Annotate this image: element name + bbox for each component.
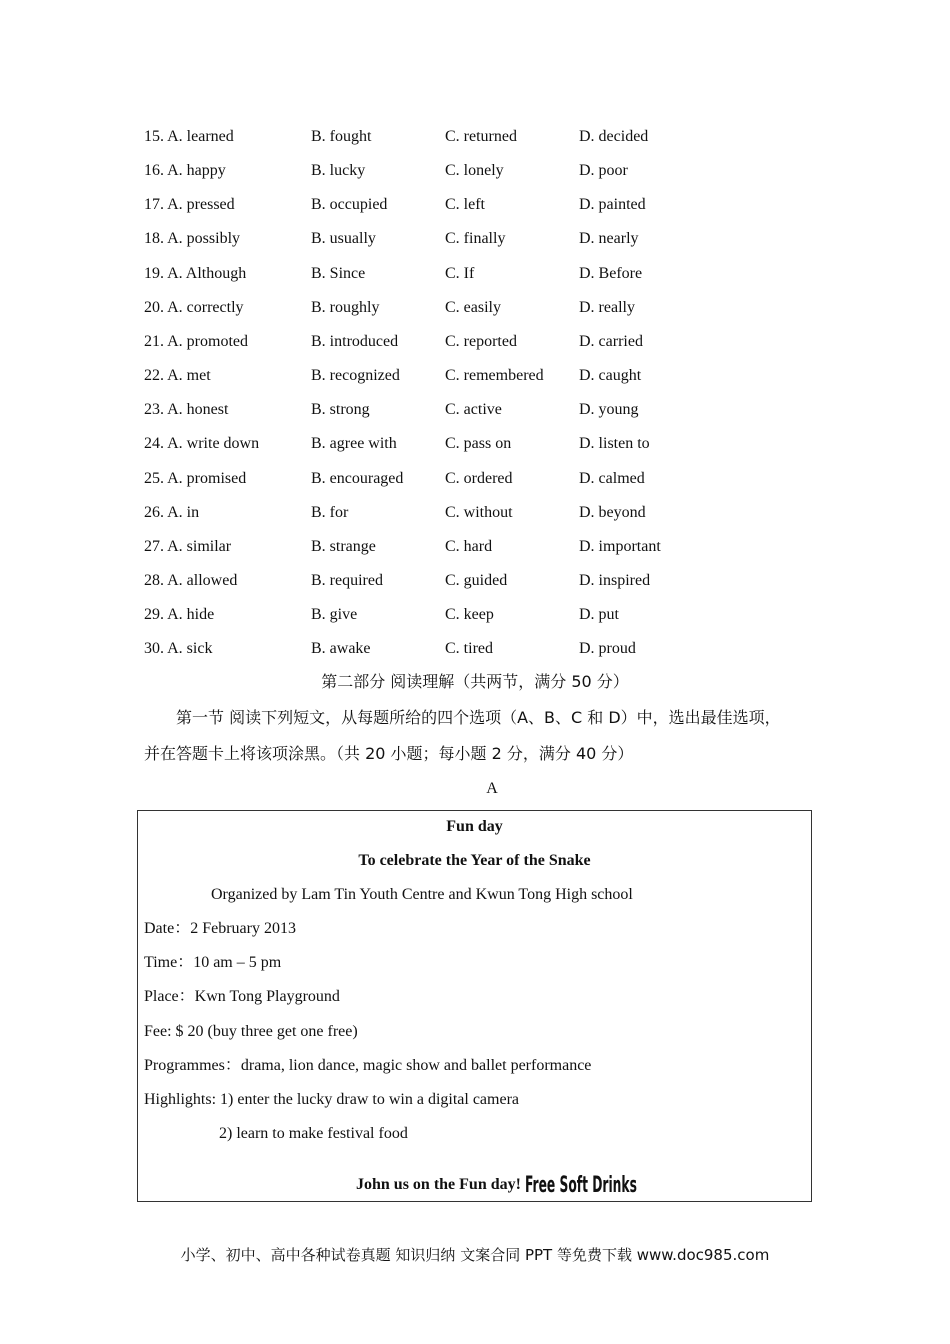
option-a: 22. A. met bbox=[144, 367, 211, 384]
option-d: D. calmed bbox=[579, 470, 645, 487]
option-d: D. proud bbox=[579, 640, 636, 657]
page-footer: 小学、初中、高中各种试卷真题 知识归纳 文案合同 PPT 等免费下载 www.doc985.com bbox=[180, 1246, 770, 1264]
option-d: D. nearly bbox=[579, 230, 639, 247]
option-d: D. Before bbox=[579, 265, 643, 282]
notice-closing-line bbox=[356, 1173, 705, 1198]
option-a: 16. A. happy bbox=[144, 162, 226, 179]
notice-time: Time：10 am – 5 pm bbox=[144, 954, 282, 971]
notice-fee: Fee: $ 20 (buy three get one free) bbox=[144, 1023, 358, 1040]
option-a: 15. A. learned bbox=[144, 128, 234, 145]
notice-title: Fun day bbox=[446, 818, 503, 835]
option-b: B. for bbox=[311, 504, 349, 521]
option-b: B. occupied bbox=[311, 196, 388, 213]
option-a: 26. A. in bbox=[144, 504, 200, 521]
option-a: 18. A. possibly bbox=[144, 230, 241, 247]
option-b: B. strange bbox=[311, 538, 376, 555]
option-b: B. required bbox=[311, 572, 383, 589]
option-a: 29. A. hide bbox=[144, 606, 215, 623]
option-d: D. inspired bbox=[579, 572, 651, 589]
option-a: 23. A. honest bbox=[144, 401, 229, 418]
notice-closing: John us on the Fun day! bbox=[356, 1176, 521, 1193]
option-b: B. give bbox=[311, 606, 358, 623]
option-a: 30. A. sick bbox=[144, 640, 213, 657]
option-d: D. painted bbox=[579, 196, 646, 213]
option-a: 24. A. write down bbox=[144, 435, 260, 452]
notice-box bbox=[137, 810, 812, 1202]
option-d: D. decided bbox=[579, 128, 649, 145]
option-c: C. left bbox=[445, 196, 485, 213]
option-b: B. agree with bbox=[311, 435, 397, 452]
option-d: D. carried bbox=[579, 333, 643, 350]
option-b: B. introduced bbox=[311, 333, 399, 350]
option-a: 25. A. promised bbox=[144, 470, 247, 487]
option-d: D. caught bbox=[579, 367, 642, 384]
option-c: C. ordered bbox=[445, 470, 513, 487]
option-c: C. active bbox=[445, 401, 502, 418]
option-c: C. finally bbox=[445, 230, 506, 247]
option-b: B. roughly bbox=[311, 299, 380, 316]
option-d: D. poor bbox=[579, 162, 628, 179]
option-d: D. important bbox=[579, 538, 661, 555]
option-c: C. hard bbox=[445, 538, 493, 555]
option-a: 21. A. promoted bbox=[144, 333, 248, 350]
option-d: D. really bbox=[579, 299, 635, 316]
option-b: B. encouraged bbox=[311, 470, 404, 487]
notice-place: Place：Kwn Tong Playground bbox=[144, 988, 340, 1005]
option-a: 17. A. pressed bbox=[144, 196, 235, 213]
option-b: B. lucky bbox=[311, 162, 366, 179]
option-c: C. reported bbox=[445, 333, 517, 350]
option-c: C. keep bbox=[445, 606, 494, 623]
option-a: 19. A. Although bbox=[144, 265, 247, 282]
option-b: B. usually bbox=[311, 230, 376, 247]
notice-subtitle: To celebrate the Year of the Snake bbox=[358, 852, 591, 869]
option-c: C. pass on bbox=[445, 435, 512, 452]
passage-label: A bbox=[486, 780, 498, 797]
option-c: C. If bbox=[445, 265, 475, 282]
option-d: D. put bbox=[579, 606, 619, 623]
option-c: C. tired bbox=[445, 640, 493, 657]
option-b: B. Since bbox=[311, 265, 366, 282]
option-c: C. lonely bbox=[445, 162, 504, 179]
option-c: C. without bbox=[445, 504, 513, 521]
option-c: C. guided bbox=[445, 572, 508, 589]
option-b: B. recognized bbox=[311, 367, 400, 384]
notice-organizer: Organized by Lam Tin Youth Centre and Kwun Tong High school bbox=[211, 886, 633, 903]
option-b: B. strong bbox=[311, 401, 370, 418]
option-d: D. beyond bbox=[579, 504, 646, 521]
option-d: D. listen to bbox=[579, 435, 650, 452]
option-a: 27. A. similar bbox=[144, 538, 232, 555]
option-b: B. awake bbox=[311, 640, 371, 657]
free-drinks-label: Free Soft Drinks bbox=[524, 1173, 637, 1198]
option-c: C. remembered bbox=[445, 367, 544, 384]
instruction-line-1: 第一节 阅读下列短文，从每题所给的四个选项（A、B、C 和 D）中，选出最佳选项， bbox=[176, 708, 781, 727]
notice-programmes: Programmes：drama, lion dance, magic show and ballet performance bbox=[144, 1057, 592, 1074]
section-title: 第二部分 阅读理解（共两节，满分 50 分） bbox=[321, 672, 629, 691]
option-a: 20. A. correctly bbox=[144, 299, 244, 316]
notice-highlight-1: Highlights: 1) enter the lucky draw to win a digital camera bbox=[144, 1091, 519, 1108]
option-a: 28. A. allowed bbox=[144, 572, 238, 589]
option-c: C. returned bbox=[445, 128, 517, 145]
notice-date: Date：2 February 2013 bbox=[144, 920, 296, 937]
option-d: D. young bbox=[579, 401, 639, 418]
instruction-line-2: 并在答题卡上将该项涂黑。（共 20 小题；每小题 2 分，满分 40 分） bbox=[144, 744, 634, 763]
notice-highlight-2: 2) learn to make festival food bbox=[219, 1125, 408, 1142]
option-b: B. fought bbox=[311, 128, 372, 145]
option-c: C. easily bbox=[445, 299, 501, 316]
